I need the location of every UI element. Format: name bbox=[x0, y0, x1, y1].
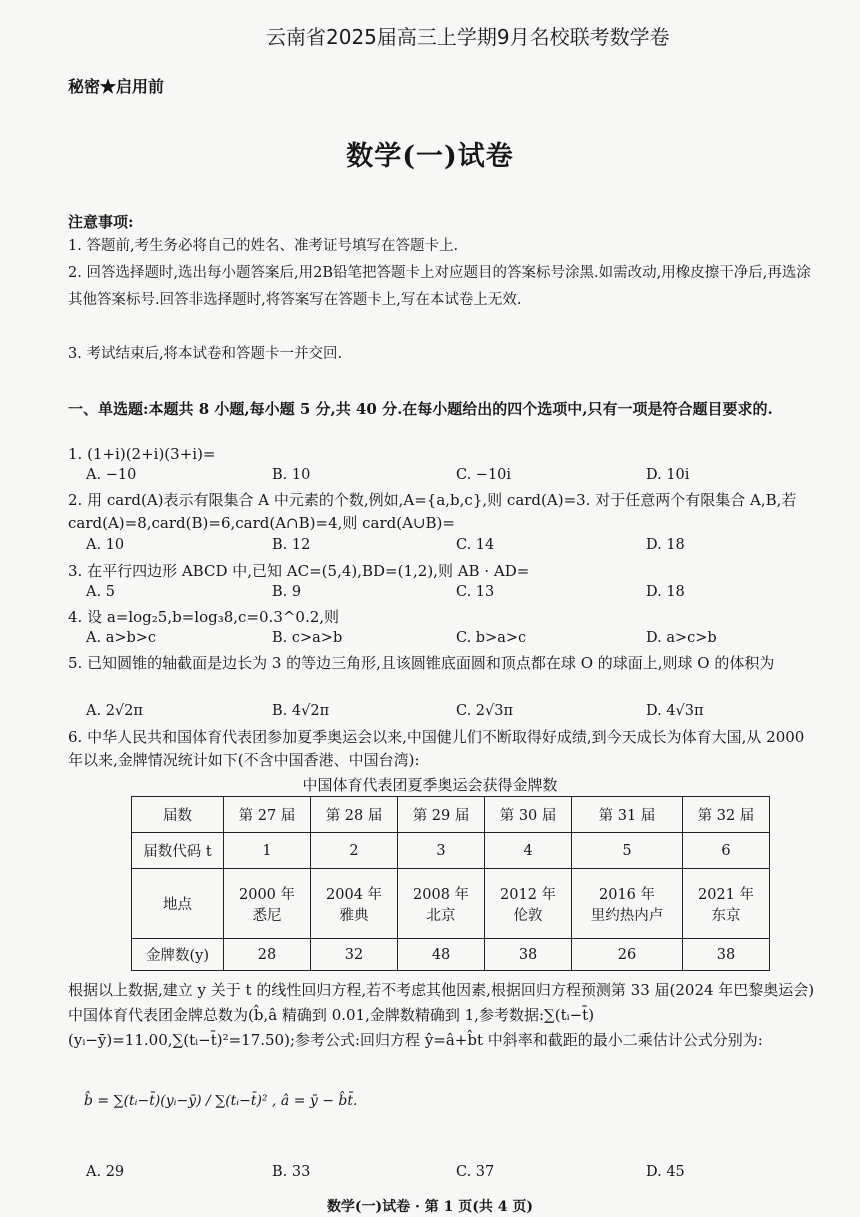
question-6-continuation: 根据以上数据,建立 y 关于 t 的线性回归方程,若不考虑其他因素,根据回归方程预测第 33 届(2024 年巴黎奥运会)中国体育代表团金牌总数为(b̂,â 精确到 0.01,金牌数精确到 1,参考数据:∑(tᵢ−t̄)(yᵢ−ȳ)=11.00,∑(tᵢ−t̄)²=17.50);参考公式:回归方程 ŷ=â+b̂t 中斜率和截距的最小二乘估计公式分别为: bbox=[68, 981, 815, 1049]
table-cell: 38 bbox=[682, 939, 769, 971]
table-cell: 4 bbox=[485, 833, 572, 869]
question-5-options bbox=[86, 703, 818, 725]
city: 北京 bbox=[426, 907, 456, 924]
gold-medal-table bbox=[131, 796, 770, 971]
question-4-stem: 4. 设 a=log₂5,b=log₃8,c=0.3^0.2,则 bbox=[68, 608, 340, 626]
table-cell bbox=[682, 869, 769, 939]
option-b: B. 4√2π bbox=[272, 703, 330, 719]
row-label: 地点 bbox=[132, 869, 224, 939]
option-c: C. b>a>c bbox=[456, 630, 527, 646]
table-cell bbox=[485, 869, 572, 939]
source-title: 云南省2025届高三上学期9月名校联考数学卷 bbox=[266, 25, 670, 49]
city: 悉尼 bbox=[252, 907, 282, 924]
option-b: B. 33 bbox=[272, 1164, 311, 1180]
option-c: C. −10i bbox=[456, 467, 512, 483]
table-cell: 6 bbox=[682, 833, 769, 869]
notice-item-2: 2. 回答选择题时,选出每小题答案后,用2B铅笔把答题卡上对应题目的答案标号涂黑.如需改动,用橡皮擦干净后,再选涂其他答案标号.回答非选择题时,将答案写在答题卡上,写在本试卷上无效. bbox=[68, 265, 811, 308]
table-cell: 第 28 届 bbox=[311, 797, 398, 833]
question-5-stem: 5. 已知圆锥的轴截面是边长为 3 的等边三角形,且该圆锥底面圆和顶点都在球 O 的球面上,则球 O 的体积为 bbox=[68, 654, 775, 672]
question-3-options bbox=[86, 584, 818, 606]
option-d: D. 45 bbox=[646, 1164, 685, 1180]
least-squares-formula: b̂ = ∑(tᵢ−t̄)(yᵢ−ȳ) / ∑(tᵢ−t̄)² , â = ȳ − b̂t̄. bbox=[84, 1093, 358, 1109]
question-3-stem: 3. 在平行四边形 ABCD 中,已知 AC=(5,4),BD=(1,2),则 AB · AD= bbox=[68, 562, 530, 580]
table-cell: 第 30 届 bbox=[485, 797, 572, 833]
option-a: A. 2√2π bbox=[86, 703, 143, 719]
confidential-label: 秘密★启用前 bbox=[68, 77, 165, 96]
option-a: A. 5 bbox=[86, 584, 115, 600]
option-b: B. 12 bbox=[272, 537, 311, 553]
year: 2016 年 bbox=[599, 886, 656, 903]
table-cell: 第 31 届 bbox=[572, 797, 683, 833]
question-1-options bbox=[86, 467, 818, 489]
option-c: C. 37 bbox=[456, 1164, 495, 1180]
year: 2021 年 bbox=[697, 886, 754, 903]
row-label: 届数代码 t bbox=[132, 833, 224, 869]
question-1-stem: 1. (1+i)(2+i)(3+i)= bbox=[68, 445, 216, 463]
city: 里约热内卢 bbox=[590, 907, 664, 924]
table-caption: 中国体育代表团夏季奥运会获得金牌数 bbox=[302, 776, 558, 794]
row-label: 金牌数(y) bbox=[132, 939, 224, 971]
city: 伦敦 bbox=[513, 907, 543, 924]
table-row bbox=[132, 869, 770, 939]
table-cell: 48 bbox=[398, 939, 485, 971]
row-label: 届数 bbox=[132, 797, 224, 833]
option-a: A. 10 bbox=[86, 537, 125, 553]
notice-item-3: 3. 考试结束后,将本试卷和答题卡一并交回. bbox=[68, 346, 343, 362]
city: 东京 bbox=[711, 907, 741, 924]
table-cell bbox=[398, 869, 485, 939]
option-a: A. −10 bbox=[86, 467, 137, 483]
table-cell: 第 29 届 bbox=[398, 797, 485, 833]
table-cell: 26 bbox=[572, 939, 683, 971]
table-cell: 2 bbox=[311, 833, 398, 869]
table-cell: 28 bbox=[224, 939, 311, 971]
year: 2000 年 bbox=[239, 886, 296, 903]
table-cell: 第 32 届 bbox=[682, 797, 769, 833]
table-cell: 38 bbox=[485, 939, 572, 971]
table-row bbox=[132, 797, 770, 833]
option-b: B. 9 bbox=[272, 584, 302, 600]
option-d: D. 4√3π bbox=[646, 703, 704, 719]
table-cell bbox=[224, 869, 311, 939]
option-c: C. 14 bbox=[456, 537, 495, 553]
option-c: C. 13 bbox=[456, 584, 495, 600]
option-d: D. a>c>b bbox=[646, 630, 717, 646]
question-6-stem: 6. 中华人民共和国体育代表团参加夏季奥运会以来,中国健儿们不断取得好成绩,到今天成长为体育大国,从 2000 年以来,金牌情况统计如下(不含中国香港、中国台湾): bbox=[68, 728, 805, 769]
year: 2004 年 bbox=[326, 886, 383, 903]
year: 2012 年 bbox=[500, 886, 557, 903]
table-cell: 5 bbox=[572, 833, 683, 869]
page-footer: 数学(一)试卷 · 第 1 页(共 4 页) bbox=[326, 1199, 534, 1215]
notice-heading: 注意事项: bbox=[68, 213, 134, 231]
year: 2008 年 bbox=[413, 886, 470, 903]
document-title: 数学(一)试卷 bbox=[346, 141, 514, 172]
option-d: D. 18 bbox=[646, 584, 685, 600]
table-cell: 32 bbox=[311, 939, 398, 971]
question-6-options bbox=[86, 1164, 818, 1186]
section-heading: 一、单选题:本题共 8 小题,每小题 5 分,共 40 分.在每小题给出的四个选项中,只有一项是符合题目要求的. bbox=[68, 400, 773, 418]
question-2-options bbox=[86, 537, 818, 559]
table-row bbox=[132, 939, 770, 971]
table-row bbox=[132, 833, 770, 869]
option-b: B. c>a>b bbox=[272, 630, 343, 646]
option-a: A. 29 bbox=[86, 1164, 125, 1180]
table-cell: 1 bbox=[224, 833, 311, 869]
option-d: D. 18 bbox=[646, 537, 685, 553]
option-d: D. 10i bbox=[646, 467, 690, 483]
option-b: B. 10 bbox=[272, 467, 311, 483]
option-c: C. 2√3π bbox=[456, 703, 514, 719]
notice-item-1: 1. 答题前,考生务必将自己的姓名、准考证号填写在答题卡上. bbox=[68, 238, 459, 254]
table-cell: 第 27 届 bbox=[224, 797, 311, 833]
table-cell: 3 bbox=[398, 833, 485, 869]
table-cell bbox=[572, 869, 683, 939]
table-cell bbox=[311, 869, 398, 939]
city: 雅典 bbox=[339, 907, 369, 924]
question-2-stem: 2. 用 card(A)表示有限集合 A 中元素的个数,例如,A={a,b,c},则 card(A)=3. 对于任意两个有限集合 A,B,若 card(A)=8,card(B)=6,card(A∩B)=4,则 card(A∪B)= bbox=[68, 491, 797, 532]
option-a: A. a>b>c bbox=[86, 630, 157, 646]
question-4-options bbox=[86, 630, 818, 652]
